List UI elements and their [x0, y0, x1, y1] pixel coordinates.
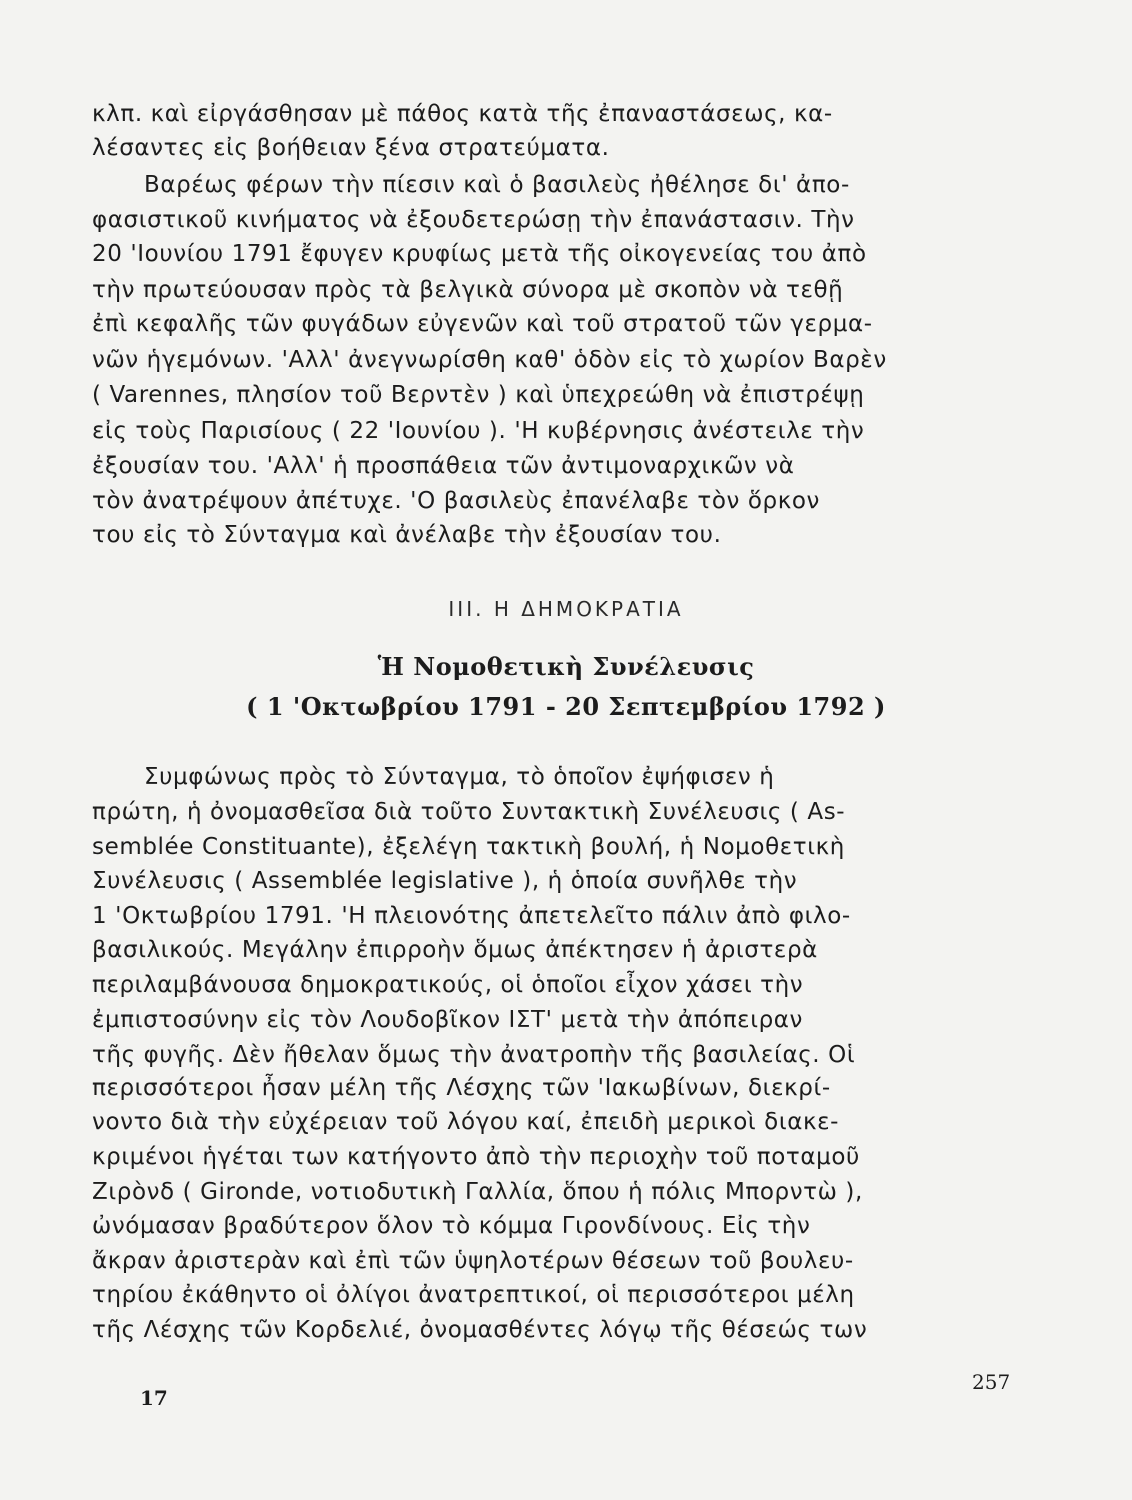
text-line: πρώτη, ἡ ὀνομασθεῖσα διὰ τοῦτο Συντακτικὴ Συνέλευσις ( As- [92, 799, 846, 825]
text-line: τῆς φυγῆς. Δὲν ἤθελαν ὅμως τὴν ἀνατροπὴν τῆς βασιλείας. Οἱ [92, 1042, 856, 1068]
signature-mark: 17 [140, 1386, 168, 1410]
text-line: τὸν ἀνατρέψουν ἀπέτυχε. 'Ο βασιλεὺς ἐπανέλαβε τὸν ὅρκον [92, 488, 821, 514]
text-line: τὴν πρωτεύουσαν πρὸς τὰ βελγικὰ σύνορα μὲ σκοπὸν νὰ τεθῇ [92, 277, 844, 303]
page-number: 257 [972, 1370, 1011, 1394]
chapter-subtitle-dates: ( 1 'Οκτωβρίου 1791 - 20 Σεπτεμβρίου 1792 ) [246, 692, 886, 721]
text-line: Συμφώνως πρὸς τὸ Σύνταγμα, τὸ ὁποῖον ἐψήφισεν ἡ [144, 764, 775, 790]
text-line: τηρίου ἐκάθηντο οἱ ὀλίγοι ἀνατρεπτικοί, οἱ περισσότεροι μέλη [92, 1282, 855, 1308]
text-line: λέσαντες εἰς βοήθειαν ξένα στρατεύματα. [92, 135, 610, 161]
text-line: περιλαμβάνουσα δημοκρατικούς, οἱ ὁποῖοι εἶχον χάσει τὴν [92, 972, 804, 998]
text-line: νῶν ἡγεμόνων. 'Αλλ' ἀνεγνωρίσθη καθ' ὁδὸν εἰς τὸ χωρίον Βαρὲν [92, 347, 887, 373]
text-line: ἐπὶ κεφαλῆς τῶν φυγάδων εὐγενῶν καὶ τοῦ στρατοῦ τῶν γερμα- [92, 311, 873, 337]
text-line: βασιλικούς. Μεγάλην ἐπιρροὴν ὅμως ἀπέκτησεν ἡ ἀριστερὰ [92, 937, 818, 963]
text-line: 1 'Οκτωβρίου 1791. 'Η πλειονότης ἀπετελεῖτο πάλιν ἀπὸ φιλο- [92, 903, 851, 929]
text-line: ὠνόμασαν βραδύτερον ὅλον τὸ κόμμα Γιρονδίνους. Εἰς τὴν [92, 1213, 811, 1239]
text-line: ἐξουσίαν του. 'Αλλ' ἡ προσπάθεια τῶν ἀντιμοναρχικῶν νὰ [92, 453, 795, 479]
text-line: Ζιρὸνδ ( Gironde, νοτιοδυτικὴ Γαλλία, ὅπου ἡ πόλις Μπορντὼ ), [92, 1179, 863, 1205]
text-line: Βαρέως φέρων τὴν πίεσιν καὶ ὁ βασιλεὺς ἠθέλησε δι' ἀπο- [144, 172, 850, 198]
chapter-title: Ἡ Νομοθετικὴ Συνέλευσις [377, 652, 755, 681]
text-line: 20 'Ιουνίου 1791 ἔφυγεν κρυφίως μετὰ τῆς οἰκογενείας του ἀπὸ [92, 241, 867, 267]
text-line: ( Varennes, πλησίον τοῦ Βερντὲν ) καὶ ὑπεχρεώθη νὰ ἐπιστρέψῃ [92, 382, 865, 408]
text-line: ἐμπιστοσύνην εἰς τὸν Λουδοβῖκον ΙΣΤ' μετὰ τὴν ἀπόπειραν [92, 1007, 803, 1033]
text-line: semblée Constituante), ἐξελέγη τακτικὴ βουλή, ἡ Νομοθετικὴ [92, 834, 845, 860]
text-line: του εἰς τὸ Σύνταγμα καὶ ἀνέλαβε τὴν ἐξουσίαν του. [92, 522, 722, 548]
text-line: νοντο διὰ τὴν εὐχέρειαν τοῦ λόγου καί, ἐπειδὴ μερικοὶ διακε- [92, 1109, 840, 1135]
section-heading: III. Η ΔΗΜΟΚΡΑΤΙΑ [448, 597, 684, 621]
text-line: Συνέλευσις ( Assemblée legislative ), ἡ ὁποία συνῆλθε τὴν [92, 868, 798, 894]
text-line: ἄκραν ἀριστερὰν καὶ ἐπὶ τῶν ὑψηλοτέρων θέσεων τοῦ βουλευ- [92, 1248, 854, 1274]
text-line: εἰς τοὺς Παρισίους ( 22 'Ιουνίου ). 'Η κυβέρνησις ἀνέστειλε τὴν [92, 418, 865, 444]
text-line: φασιστικοῦ κινήματος νὰ ἐξουδετερώσῃ τὴν ἐπανάστασιν. Τὴν [92, 207, 855, 233]
text-line: τῆς Λέσχης τῶν Κορδελιέ, ὀνομασθέντες λόγῳ τῆς θέσεώς των [92, 1317, 868, 1343]
text-line: κλπ. καὶ εἰργάσθησαν μὲ πάθος κατὰ τῆς ἐπαναστάσεως, κα- [92, 101, 833, 127]
text-line: κριμένοι ἡγέται των κατήγοντο ἀπὸ τὴν περιοχὴν τοῦ ποταμοῦ [92, 1144, 860, 1170]
text-line: περισσότεροι ἦσαν μέλη τῆς Λέσχης τῶν 'Ιακωβίνων, διεκρί- [92, 1075, 831, 1101]
